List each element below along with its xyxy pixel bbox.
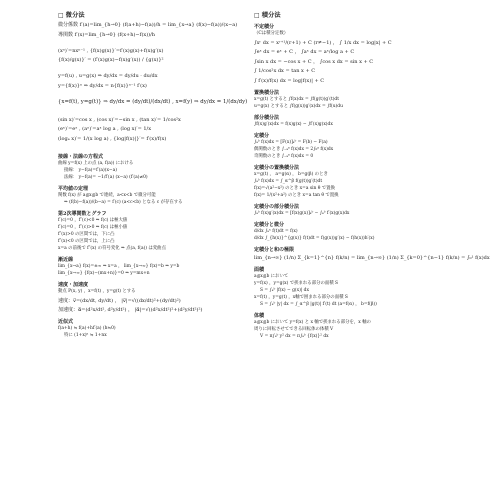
formula-line: 奇関数のとき ∫₋ₐᵃ f(x)dx = 0 [254,153,314,159]
spacer [58,91,236,96]
differentiation-title: 微分法 [65,12,85,19]
formula-line: x=f(t) ，y=g(t) ，x軸で囲まれる部分の面積 S [254,295,348,300]
section-heading: 第2次導関数とグラフ [58,211,107,217]
formula-line: ∫f(x)g′(x)dx = f(x)g(x) − ∫f′(x)g(x)dx [254,121,333,127]
section-heading: 部分積分法 [254,114,280,121]
formula-line: x=g(t) とすると ∫f(x)dx = ∫f(g(t))g′(t)dt [254,96,339,102]
formula-line: 導関数 f′(x)=lim_{h→0} (f(x+h)−f(x))/h [58,31,156,38]
formula-line: ∫xʳ dx = xʳ⁺¹/(r+1) + C (r≠−1) ， ∫ 1/x dx = log|x| + C [254,39,392,46]
formula-line: (logₐ x)′= 1/(x log a) , {log|f(x)|}′= f′(x)/f(x) [58,135,167,142]
formula-line: (eˣ)′=eˣ , (aˣ)′=aˣ log a , (log x)′= 1/x [58,126,152,132]
section-heading: 不定積分 [254,24,275,30]
formula-line: ∫ f′(x)/f(x) dx = log|f(x)| + C [254,77,325,84]
formula-line: 加速度：α⃗=(d²x/dt², d²y/dt²) ， |α⃗|=√((d²x/dt²)²+(d²y/dt²)²) [58,307,203,313]
formula-line: (sin x)′=cos x , (cos x)′=−sin x , (tan x)′= 1/cos²x [58,116,181,123]
section-heading: 接線・法線の方程式 [58,154,104,160]
formula-line: 微分係数 f′(a)=lim_{h→0} (f(a+h)−f(a))/h = lim_{x→a} (f(x)−f(a))/(x−a) [58,22,238,28]
formula-sheet [58,10,490,472]
formula-line: {x=f(t), y=g(t)} ⇒ dy/dx = (dy/dt)/(dx/dt) , x=f(y) ⇒ dy/dx = 1/(dx/dy) [58,99,248,105]
formula-line: 法線： y−f(a)= −1/f′(a) (x−a) (f′(a)≠0) [64,175,148,180]
section-heading: 面積 [254,267,265,273]
formula-line: （Cは積分定数） [254,31,289,36]
formula-line: ∫sin x dx = −cos x + C ， ∫cos x dx = sin x + C [254,58,374,65]
formula-line: d/dx ∫ₐˣ f(t)dt = f(x) [254,228,298,234]
formula-line: f″(x)<0 の区間では，上に凸 [58,239,115,244]
section-heading: 定積分 [254,132,270,139]
formula-line: x=a の前後で f″(x) の符号変化 ⇒ 点(a, f(a)) は変曲点 [58,246,166,251]
formula-line: 曲線 y=f(x) 上の点 (a, f(a)) における [58,161,134,166]
formula-line: 偶関数のとき ∫₋ₐᵃ f(x)dx = 2∫₀ᵃ f(x)dx [254,146,334,152]
formula-line: 速度：v⃗=(dx/dt, dy/dt) ， |v⃗|=√((dx/dt)²+(dy/dt)²) [58,297,181,304]
formula-line: V = π∫ₐᵇ y² dx = π∫ₐᵇ {f(x)}² dx [260,334,329,339]
formula-line: ⇒ (f(b)−f(a))/(b−a) = f′(c) (a<c<b) となる c が存在する [64,200,183,205]
section-heading: 体積 [254,313,265,319]
formula-line: a≦x≦b において y=f(x) と x 軸で挟まれる部分を，x 軸の [254,320,371,325]
integration-heading [254,10,424,19]
formula-line: f(x)= 1/(x²+a²) のとき x=a tan θ で置換 [254,192,339,198]
section-heading: 定積分の部分積分法 [254,203,300,210]
section-heading: 定積分と和の極限 [254,246,295,253]
differentiation-formulas [58,21,248,339]
section-heading: 速度・加速度 [58,282,89,288]
spacer [58,144,236,149]
formula-line: f″(x)>0 の区間では，下に凸 [58,232,115,237]
square-bullet-icon: □ [254,12,260,19]
section-heading: 漸近線 [58,257,74,263]
formula-line: S = ∫ₐᵇ |y| dx = ∫_α^β |g(t)| f′(t) dt (a=f(α) ， b=f(β)) [260,302,377,307]
formula-line: lim_{n→∞} (1/n) Σ_{k=1}^{n} f(k/n) = lim_{n→∞} (1/n) Σ_{k=0}^{n−1} f(k/n) = ∫₀¹ f(x)dx [254,255,490,261]
formula-line: 周りに回転させてできる回転体の体積 V [254,327,334,332]
formula-line: ∫ₐᵇ f(x)dx = [F(x)]ₐᵇ = F(b) − F(a) [254,139,328,145]
formula-line: lim_{x→∞} {f(x)−(mx+n)}=0 ⇒ y=mx+n [58,271,150,276]
formula-line: d/dx ∫_{h(x)}^{g(x)} f(t)dt = f(g(x))g′(x) − f(h(x))h′(x) [254,235,375,241]
formula-line: 動点 P(x, y) ，x=f(t) ，y=g(t) とする [58,289,136,294]
formula-line: a≦x≦b において [254,274,289,279]
formula-line: y={f(x)}ⁿ ⇒ dy/dx = n{f(x)}ⁿ⁻¹ f′(x) [58,82,147,89]
spacer [58,40,236,45]
formula-line: lim_{x→a} f(x)=±∞ ⇒ x=a ， lim_{x→∞} f(x)=b ⇒ y=b [58,264,180,269]
formula-line: x=g(t) ， a=g(α) ， b=g(β) のとき [254,171,328,177]
differentiation-column [58,10,248,472]
integration-title: 積分法 [261,12,281,19]
formula-line: y=f(u) , u=g(x) ⇒ dy/dx = dy/du · du/dx [58,73,158,79]
formula-line: 特に (1+x)ⁿ ≒ 1+nx [64,333,107,338]
spacer [58,66,236,71]
formula-line: {f(x)/g(x)}′ = (f′(x)g(x)−f(x)g′(x)) / {g(x)}² [58,57,164,63]
section-heading: 近似式 [58,319,74,325]
formula-line: 関数 f(x) が a≦x≦b で連続，a<x<b で微分可能 [58,193,156,198]
formula-line: f′(c)=0 ，f″(c)<0 ⇒ f(c) は極大値 [58,218,128,223]
spacer [58,109,236,114]
integration-formulas [254,23,490,340]
formula-line: ∫eˣ dx = eˣ + C ， ∫aˣ dx = aˣ/log a + C [254,49,355,55]
section-heading: 定積分と微分 [254,221,285,228]
formula-line: u=g(x) とすると ∫f(g(x))g′(x)dx = ∫f(u)du [254,103,343,109]
formula-line: ∫ 1/cos²x dx = tan x + C [254,68,316,74]
square-bullet-icon: □ [58,12,64,19]
section-heading: 定積分の置換積分法 [254,164,300,171]
integration-column [254,10,490,472]
formula-line: f(a+h) ≒ f(a)+hf′(a) (h≒0) [58,326,116,331]
formula-line: f′(c)=0 ，f″(c)>0 ⇒ f(c) は極小値 [58,225,128,230]
formula-line: S = ∫ₐᵇ |f(x) − g(x)| dx [260,288,309,293]
formula-line: (xⁿ)′=nxⁿ⁻¹ , {f(x)g(x)}′=f′(x)g(x)+f(x)g′(x) [58,47,164,54]
formula-line: ∫ₐᵇ f(x)dx = ∫_α^β f(g(t))g′(t)dt [254,178,323,184]
formula-line: 接線： y−f(a)=f′(a)(x−a) [64,168,117,173]
section-heading: 置換積分法 [254,89,280,96]
formula-line: y=f(x) ，y=g(x) で挟まれる部分の面積 S [254,281,339,286]
formula-line: f(x)=√(a²−x²) のとき x=a sin θ で置換 [254,185,335,191]
differentiation-heading [58,10,236,19]
section-heading: 平均値の定理 [58,186,89,192]
formula-line: ∫ₐᵇ f(x)g′(x)dx = [f(x)g(x)]ₐᵇ − ∫ₐᵇ f′(x)g(x)dx [254,210,350,216]
